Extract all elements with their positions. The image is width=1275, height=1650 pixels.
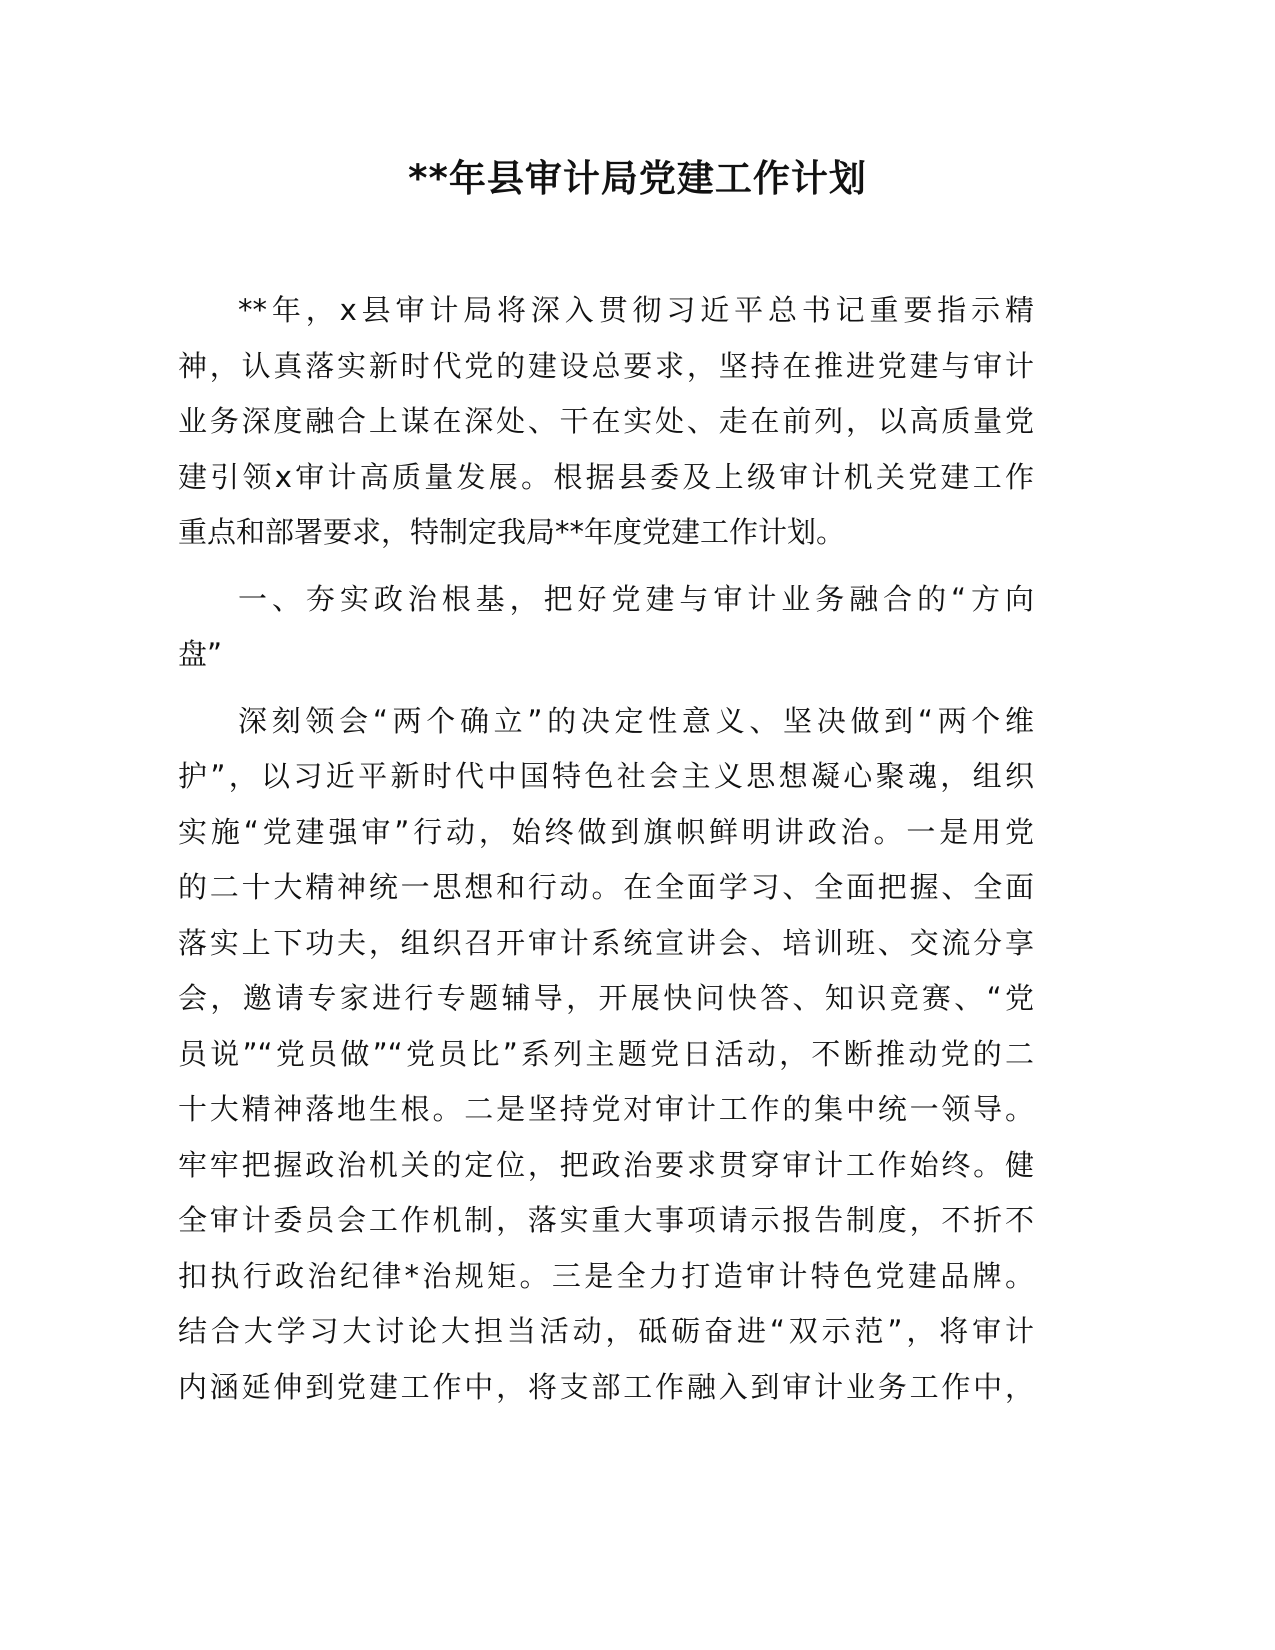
document-body [178, 283, 1034, 1426]
text-line: 重点和部署要求，特制定我局**年度党建工作计划。 [178, 515, 846, 549]
text-line: 建引领x审计高质量发展。根据县委及上级审计机关党建工作 [178, 459, 1034, 494]
text-line: **年，x县审计局将深入贯彻习近平总书记重要指示精 [238, 293, 1034, 327]
paragraph [178, 694, 1034, 1416]
text-line: 深刻领会“两个确立”的决定性意义、坚决做到“两个维 [238, 703, 1034, 738]
text-line: 神，认真落实新时代党的建设总要求，坚持在推进党建与审计 [178, 348, 1034, 383]
text-line: 内涵延伸到党建工作中，将支部工作融入到审计业务工作中， [178, 1369, 1034, 1404]
text-line: 十大精神落地生根。二是坚持党对审计工作的集中统一领导。 [178, 1092, 1034, 1126]
text-line: 护”，以习近平新时代中国特色社会主义思想凝心聚魂，组织 [178, 759, 1034, 793]
text-line: 牢牢把握政治机关的定位，把政治要求贯穿审计工作始终。健 [178, 1147, 1034, 1182]
text-line: 员说”“党员做”“党员比”系列主题党日活动，不断推动党的二 [178, 1036, 1034, 1071]
text-line: 落实上下功夫，组织召开审计系统宣讲会、培训班、交流分享 [178, 925, 1034, 960]
text-line: 会，邀请专家进行专题辅导，开展快问快答、知识竞赛、“党 [178, 981, 1034, 1015]
text-line: 全审计委员会工作机制，落实重大事项请示报告制度，不折不 [178, 1203, 1034, 1237]
text-line: 的二十大精神统一思想和行动。在全面学习、全面把握、全面 [178, 870, 1034, 904]
text-line: 扣执行政治纪律*治规矩。三是全力打造审计特色党建品牌。 [178, 1258, 1034, 1293]
text-line: 盘” [178, 637, 223, 671]
text-line: 业务深度融合上谋在深处、干在实处、走在前列，以高质量党 [178, 404, 1034, 438]
paragraph [178, 572, 1034, 683]
text-line: 一、夯实政治根基，把好党建与审计业务融合的“方向 [238, 581, 1034, 616]
text-line: 实施“党建强审”行动，始终做到旗帜鲜明讲政治。一是用党 [178, 814, 1034, 849]
text-line: 结合大学习大讨论大担当活动，砥砺奋进“双示范”，将审计 [178, 1314, 1034, 1348]
document-title: **年县审计局党建工作计划 [408, 157, 867, 200]
paragraph [178, 283, 1034, 561]
